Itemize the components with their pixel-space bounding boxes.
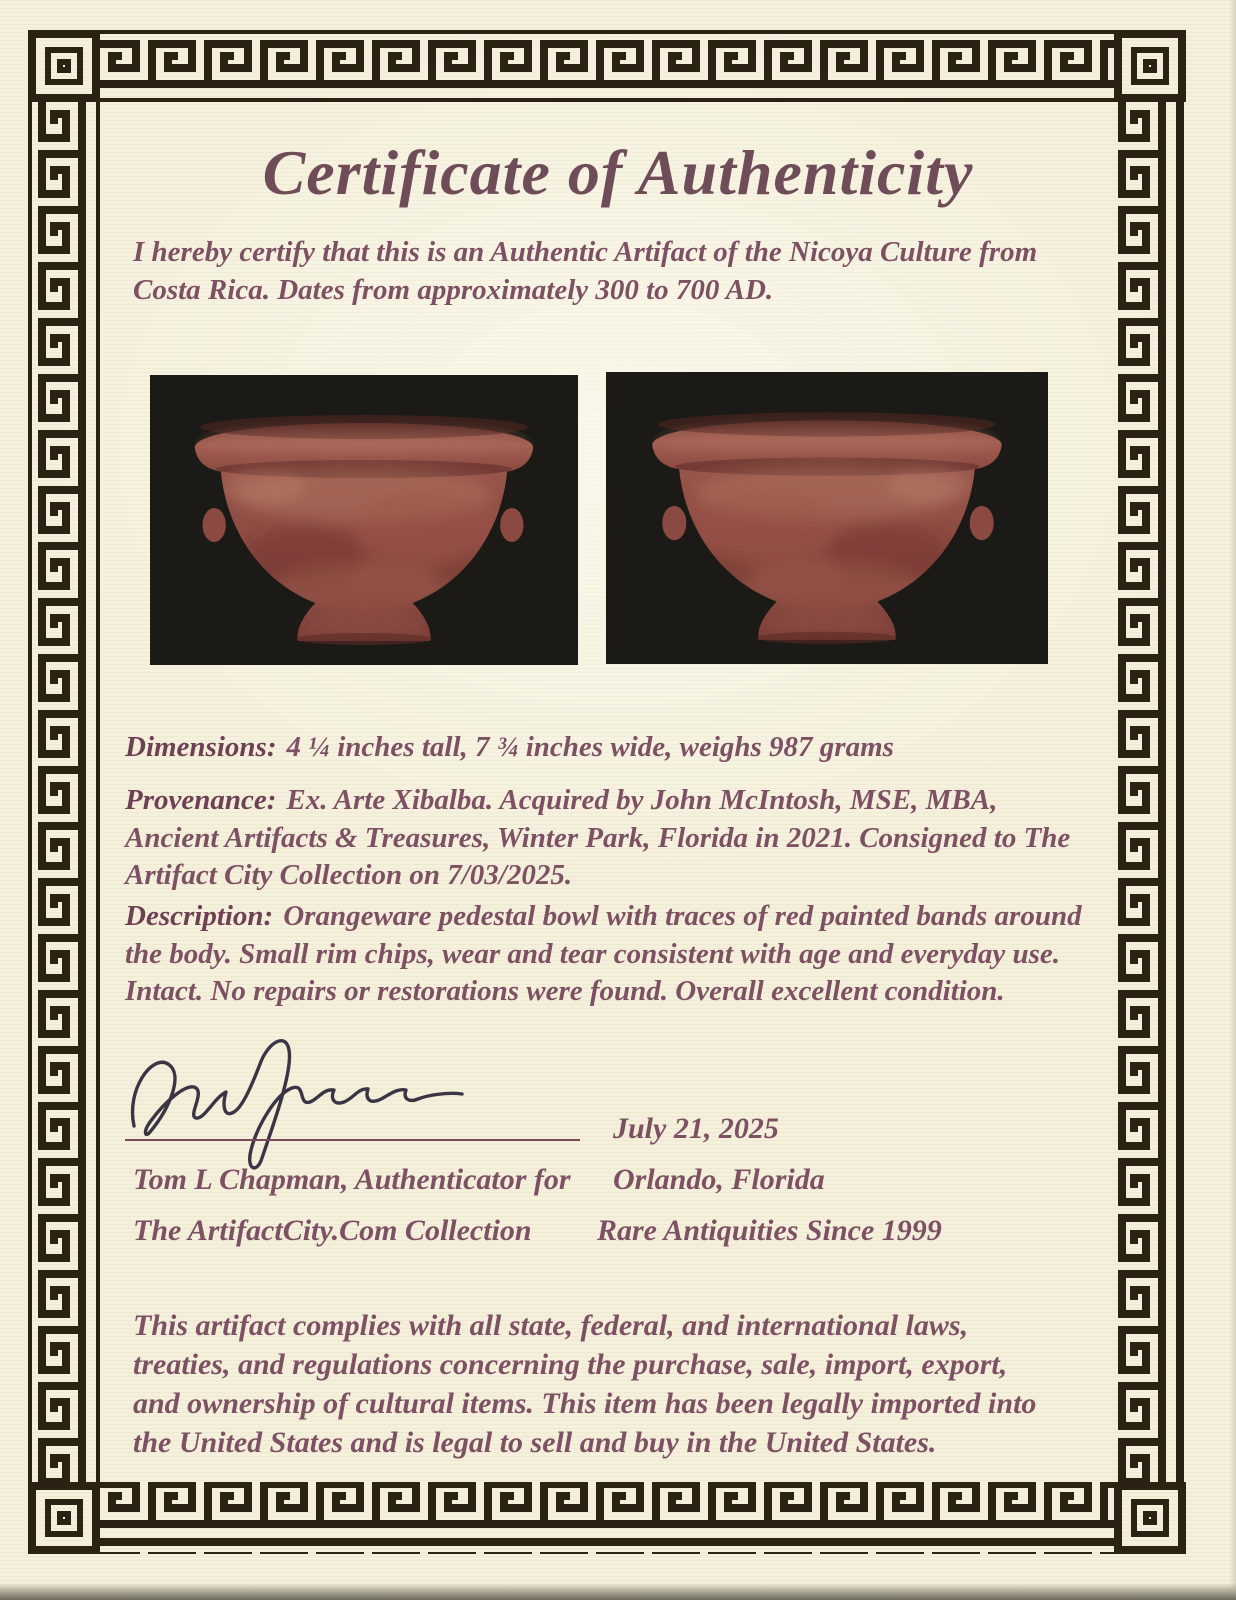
border-left-band [28, 102, 100, 1482]
border-corner-bottom-right [1118, 1486, 1182, 1550]
border-corner-top-left [32, 34, 96, 98]
signer-location: Orlando, Florida [613, 1163, 825, 1196]
scan-edge-bottom [0, 1583, 1236, 1600]
signer-name: Tom L Chapman, Authenticator for [133, 1163, 571, 1196]
border-bottom-band [100, 1482, 1114, 1554]
border-corner-bottom-left [32, 1486, 96, 1550]
description-text: Orangeware pedestal bowl with traces of red painted bands around the body. Small rim chips, wear and tear consistent with age and everyday use. Intact. No repairs or restorations were found. Overall excellent condition. [125, 900, 1082, 1008]
certification-statement: I hereby certify that this is an Authentic Artifact of the Nicoya Culture from Costa Rica. Dates from approximately 300 to 700 AD. [133, 236, 1038, 306]
signature-line [125, 1139, 580, 1141]
description-label: Description: [125, 900, 274, 932]
provenance-label: Provenance: [125, 784, 277, 816]
artifact-photo-left [150, 375, 578, 665]
certificate-title: Certificate of Authenticity [262, 137, 974, 208]
dimensions-section [125, 729, 1090, 767]
border-top-band [100, 30, 1114, 102]
handwritten-signature [112, 1030, 592, 1180]
description-section [125, 898, 1090, 1011]
provenance-section [125, 782, 1090, 895]
signature-date: July 21, 2025 [613, 1112, 779, 1145]
dimensions-label: Dimensions: [125, 731, 277, 763]
scan-edge-right [1229, 0, 1236, 1600]
collection-name: The ArtifactCity.Com Collection [133, 1214, 532, 1247]
legal-compliance-text: This artifact complies with all state, federal, and international laws, treaties, and regulations concerning the purchase, sale, import, export, and ownership of cultural items. This item has been legally imported into the United States and is legal to sell and buy in the United States. [133, 1309, 1037, 1459]
artifact-photo-right [606, 372, 1048, 664]
provenance-text: Ex. Arte Xibalba. Acquired by John McIntosh, MSE, MBA, Ancient Artifacts & Treasures, Winter Park, Florida in 2021. Consigned to The Artifact City Collection on 7/03/2025. [125, 784, 1071, 892]
border-right-band [1114, 102, 1186, 1482]
collection-tagline: Rare Antiquities Since 1999 [597, 1214, 942, 1247]
dimensions-text: 4 ¼ inches tall, 7 ¾ inches wide, weighs 987 grams [286, 731, 894, 763]
border-corner-top-right [1118, 34, 1182, 98]
